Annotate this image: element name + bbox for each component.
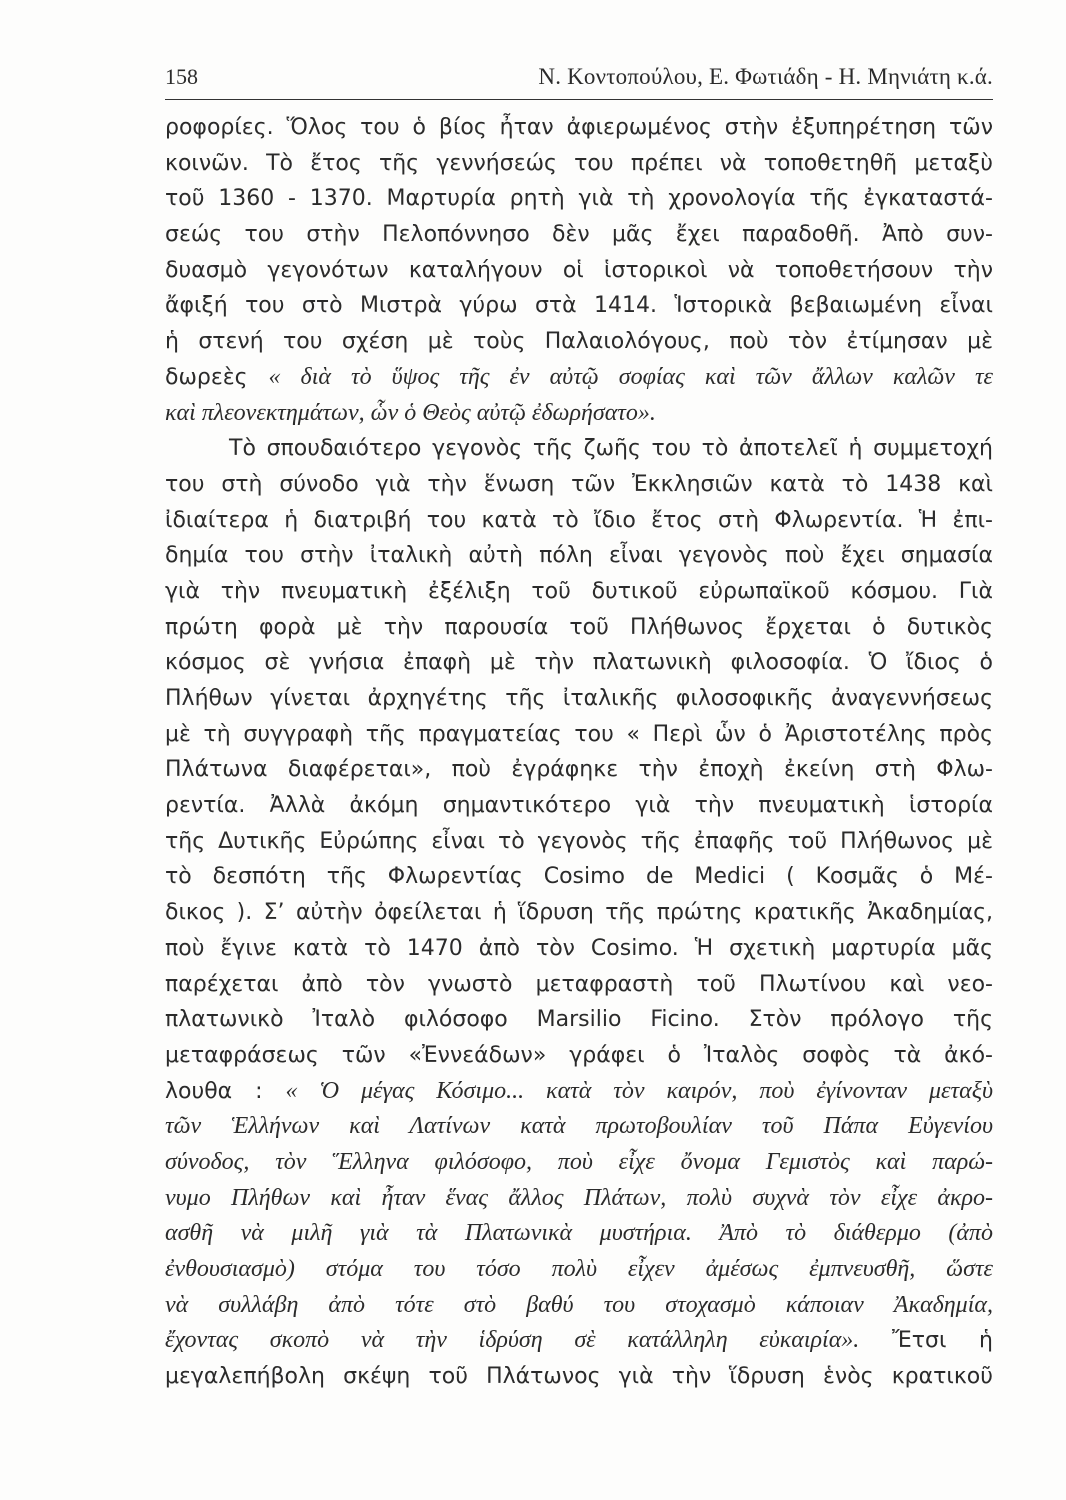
text-line: δημία του στὴν ἰταλικὴ αὐτὴ πόλη εἶναι γεγονὸς ποὺ ἔχει σημασία	[165, 543, 993, 569]
text-line: του στὴ σύνοδο γιὰ τὴν ἕνωση τῶν Ἐκκλησιῶν κατὰ τὸ 1438 καὶ	[165, 471, 993, 497]
text-line: ρεντία. Ἀλλὰ ἀκόμη σημαντικότερο γιὰ τὴν πνευματικὴ ἱστορία	[165, 793, 993, 819]
text-line: Πλάτωνα διαφέρεται», ποὺ ἐγράφηκε τὴν ἐποχὴ ἐκείνη στὴ Φλω-	[165, 757, 993, 783]
text-line: μεγαλεπήβολη σκέψη τοῦ Πλάτωνος γιὰ τὴν ἵδρυση ἑνὸς κρατικοῦ	[165, 1364, 993, 1390]
quote-italic-line: καὶ πλεονεκτημάτων, ὧν ὁ Θεὸς αὐτῷ ἐδωρήσατο».	[165, 399, 656, 426]
text-line: πρώτη φορὰ μὲ τὴν παρουσία τοῦ Πλήθωνος ἔρχεται ὁ δυτικὸς	[165, 614, 993, 640]
quote-italic-line: ασθῆ νὰ μιλῆ γιὰ τὰ Πλατωνικὰ μυστήρια. Ἀπὸ τὸ διάθερμο (ἀπὸ	[165, 1220, 993, 1247]
text-line: δικος ). Σ’ αὐτὴν ὀφείλεται ἡ ἵδρυση τῆς πρώτης κρατικῆς Ἀκαδημίας,	[165, 900, 993, 926]
text-line: ποὺ ἔγινε κατὰ τὸ 1470 ἀπὸ τὸν Cosimo. Ἡ σχετικὴ μαρτυρία μᾶς	[165, 935, 993, 961]
text-line: ἰδιαίτερα ἡ διατριβή του κατὰ τὸ ἴδιο ἔτος στὴ Φλωρεντία. Ἡ ἐπι-	[165, 507, 993, 533]
line-prefix: δωρεὲς	[165, 364, 248, 390]
text-line: τοῦ 1360 - 1370. Μαρτυρία ρητὴ γιὰ τὴ χρονολογία τῆς ἐγκαταστά-	[165, 186, 993, 212]
text-line: μεταφράσεως τῶν «Ἐννεάδων» γράφει ὁ Ἰταλὸς σοφὸς τὰ ἀκό-	[165, 1042, 993, 1068]
running-head: Ν. Κοντοπούλου, Ε. Φωτιάδη - Η. Μηνιάτη κ.ά.	[538, 64, 993, 89]
quote-italic-line: νυμο Πλήθων καὶ ἦταν ἕνας ἄλλος Πλάτων, πολὺ συχνὰ τὸν εἶχε ἀκρο-	[165, 1184, 993, 1211]
text-line: κόσμος σὲ γνήσια ἐπαφὴ μὲ τὴν πλατωνικὴ φιλοσοφία. Ὁ ἴδιος ὁ	[165, 650, 993, 676]
paragraph-first-line: Τὸ σπουδαιότερο γεγονὸς τῆς ζωῆς του τὸ ἀποτελεῖ ἡ συμμετοχή	[229, 436, 993, 462]
body-text	[165, 110, 993, 1395]
text-line: δυασμὸ γεγονότων καταλήγουν οἱ ἱστορικοὶ νὰ τοποθετήσουν τὴν	[165, 257, 993, 283]
page-number: 158	[165, 64, 198, 89]
text-line: σεώς του στὴν Πελοπόννησο δὲν μᾶς ἔχει παραδοθῆ. Ἀπὸ συν-	[165, 222, 993, 248]
quote-italic: ἔχοντας σκοπὸ νὰ τὴν ἱδρύση σὲ κατάλληλη εὐκαιρία».	[165, 1327, 860, 1354]
text-line-mixed	[165, 1074, 993, 1110]
text-line-mixed	[165, 1323, 993, 1359]
page-header	[165, 62, 993, 98]
quote-italic-line: σύνοδος, τὸν Ἕλληνα φιλόσοφο, ποὺ εἶχε ὄνομα Γεμιστὸς καὶ παρώ-	[165, 1148, 993, 1175]
text-line: ἡ στενή του σχέση μὲ τοὺς Παλαιολόγους, ποὺ τὸν ἐτίμησαν μὲ	[165, 329, 993, 355]
text-line: ροφορίες. Ὅλος του ὁ βίος ἦταν ἀφιερωμένος στὴν ἐξυπηρέτηση τῶν	[165, 115, 993, 140]
text-line: Πλήθων γίνεται ἀρχηγέτης τῆς ἰταλικῆς φιλοσοφικῆς ἀναγεννήσεως	[165, 686, 993, 711]
text-line: πλατωνικὸ Ἰταλὸ φιλόσοφο Marsilio Ficino. Στὸν πρόλογο τῆς	[165, 1007, 993, 1033]
text-line: γιὰ τὴν πνευματικὴ ἐξέλιξη τοῦ δυτικοῦ εὐρωπαϊκοῦ κόσμου. Γιὰ	[165, 578, 993, 604]
line-suffix: Ἔτσι ἡ	[891, 1328, 993, 1354]
text-line: τῆς Δυτικῆς Εὐρώπης εἶναι τὸ γεγονὸς τῆς ἐπαφῆς τοῦ Πλήθωνος μὲ	[165, 828, 993, 854]
quote-italic-line: ἐνθουσιασμὸ) στόμα του τόσο πολὺ εἶχεν ἀμέσως ἐμπνευσθῆ, ὥστε	[165, 1256, 993, 1282]
text-line: τὸ δεσπότη τῆς Φλωρεντίας Cosimo de Medici ( Κοσμᾶς ὁ Μέ-	[165, 864, 993, 890]
line-prefix: λουθα :	[165, 1078, 263, 1104]
text-line: κοινῶν. Τὸ ἔτος τῆς γεννήσεώς του πρέπει νὰ τοποθετηθῆ μεταξὺ	[165, 150, 993, 176]
quote-italic: « διὰ τὸ ὕψος τῆς ἐν αὐτῷ σοφίας καὶ τῶν ἄλλων καλῶν τε	[268, 363, 993, 390]
text-line: παρέχεται ἀπὸ τὸν γνωστὸ μεταφραστὴ τοῦ Πλωτίνου καὶ νεο-	[165, 971, 993, 997]
text-line: μὲ τὴ συγγραφὴ τῆς πραγματείας του « Περὶ ὧν ὁ Ἀριστοτέλης πρὸς	[165, 721, 993, 747]
quote-italic-line: τῶν Ἑλλήνων καὶ Λατίνων κατὰ πρωτοβουλίαν τοῦ Πάπα Εὐγενίου	[165, 1113, 993, 1140]
quote-italic: « Ὁ μέγας Κόσιμο... κατὰ τὸν καιρόν, ποὺ ἐγίνονταν μεταξὺ	[285, 1077, 993, 1104]
header-rule	[165, 99, 993, 100]
text-line: ἄφιξή του στὸ Μιστρὰ γύρω στὰ 1414. Ἱστορικὰ βεβαιωμένη εἶναι	[165, 293, 993, 319]
text-line-mixed	[165, 360, 993, 396]
quote-italic-line: νὰ συλλάβη ἀπὸ τότε στὸ βαθύ του στοχασμὸ κάποιαν Ἀκαδημία,	[165, 1291, 993, 1318]
